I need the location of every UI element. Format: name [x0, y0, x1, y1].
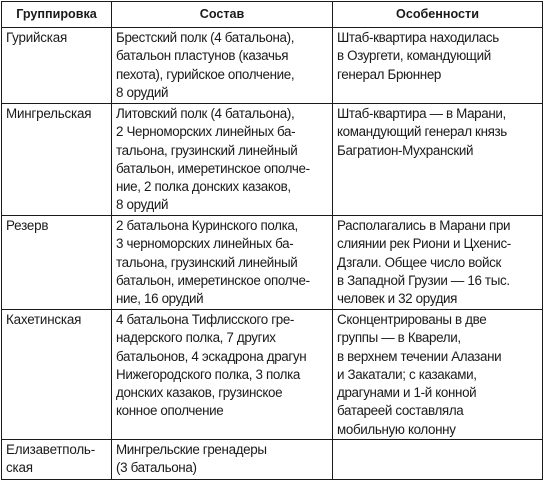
cell-line: Мингрельская [6, 106, 92, 121]
cell-line: тальона, грузинский линейный [116, 142, 298, 158]
cell-group [2, 216, 112, 310]
cell-line: 4 батальона Тифлисского гре- [116, 312, 295, 327]
cell-line: батальонов, 4 эскадрона драгун [116, 348, 307, 364]
cell-line: и Закатали; с казаками, [337, 366, 477, 382]
cell-line: донских казаков, грузинское [116, 385, 283, 401]
cell-line: в верхнем течении Алазани [337, 348, 502, 364]
cell-line: ская [6, 460, 33, 476]
table-row [2, 104, 543, 216]
cell-composition [112, 310, 333, 440]
cell-line: 8 орудий [116, 197, 169, 213]
cell-features [333, 310, 543, 440]
cell-line: ние, 2 полка донских казаков, [116, 179, 291, 195]
cell-line: в Озургети, командующий [337, 48, 491, 64]
cell-line: 8 орудий [116, 84, 169, 100]
table-row [2, 310, 543, 440]
cell-line: Сконцентрированы в две [337, 312, 487, 327]
cell-group [2, 28, 112, 104]
cell-composition [112, 216, 333, 310]
cell-composition [112, 28, 333, 104]
cell-composition [112, 104, 333, 216]
cell-line: 3 черноморских линейных ба- [116, 236, 294, 252]
cell-line: Дзгали. Общее число войск [337, 254, 501, 270]
table-row [2, 440, 543, 480]
cell-line: генерал Брюннер [337, 66, 442, 82]
cell-line: Штаб-квартира — в Марани, [337, 106, 506, 121]
cell-line: Багратион-Мухранский [337, 142, 474, 158]
cell-line: Располагались в Марани при [337, 218, 511, 233]
cell-features [333, 104, 543, 216]
header-composition: Состав [112, 2, 333, 28]
forces-table [1, 1, 543, 480]
cell-composition [112, 440, 333, 480]
cell-line: тальона, грузинский линейный [116, 254, 298, 270]
table-row [2, 216, 543, 310]
cell-line: 2 батальона Куринского полка, [116, 218, 298, 233]
cell-line: человек и 32 орудия [337, 291, 458, 307]
cell-line: Штаб-квартира находилась [337, 30, 499, 45]
cell-line: батареей составляла [337, 403, 464, 419]
cell-line: слиянии рек Риони и Цхенис- [337, 236, 511, 252]
cell-line: командующий генерал князь [337, 124, 507, 140]
cell-group [2, 310, 112, 440]
header-features: Особенности [333, 2, 543, 28]
cell-line: Нижегородского полка, 3 полка [116, 366, 301, 382]
cell-line: в Западной Грузии — 16 тыс. [337, 272, 510, 288]
header-row [2, 2, 543, 28]
cell-group [2, 104, 112, 216]
cell-line: пехота), гурийское ополчение, [116, 66, 295, 82]
cell-line: драгунами и 1-й конной [337, 385, 477, 401]
cell-line: ние, 16 орудий [116, 291, 204, 307]
cell-line: Гурийская [6, 30, 68, 45]
cell-line: батальон, имеретинское ополче- [116, 160, 310, 176]
cell-line: конное ополчение [116, 403, 224, 419]
cell-line: Мингрельские гренадеры [116, 442, 267, 458]
cell-line: батальон, имеретинское ополче- [116, 272, 310, 288]
cell-line: группы — в Кварели, [337, 330, 461, 346]
cell-line: (3 батальона) [116, 460, 197, 476]
cell-line: надерского полка, 7 других [116, 330, 276, 346]
cell-line: Литовский полк (4 батальона), [116, 106, 295, 121]
cell-features [333, 216, 543, 310]
cell-line: батальон пластунов (казачья [116, 48, 289, 64]
table-row [2, 28, 543, 104]
cell-line: Елизаветполь- [6, 442, 95, 458]
cell-group [2, 440, 112, 480]
cell-features [333, 28, 543, 104]
cell-line: Резерв [6, 218, 49, 233]
cell-line: 2 Черноморских линейных ба- [116, 124, 296, 140]
cell-line: Кахетинская [6, 312, 82, 327]
cell-features [333, 440, 543, 480]
cell-line: Брестский полк (4 батальона), [116, 30, 295, 45]
header-group: Группировка [2, 2, 112, 28]
cell-line: мобильную колонну [337, 421, 456, 437]
